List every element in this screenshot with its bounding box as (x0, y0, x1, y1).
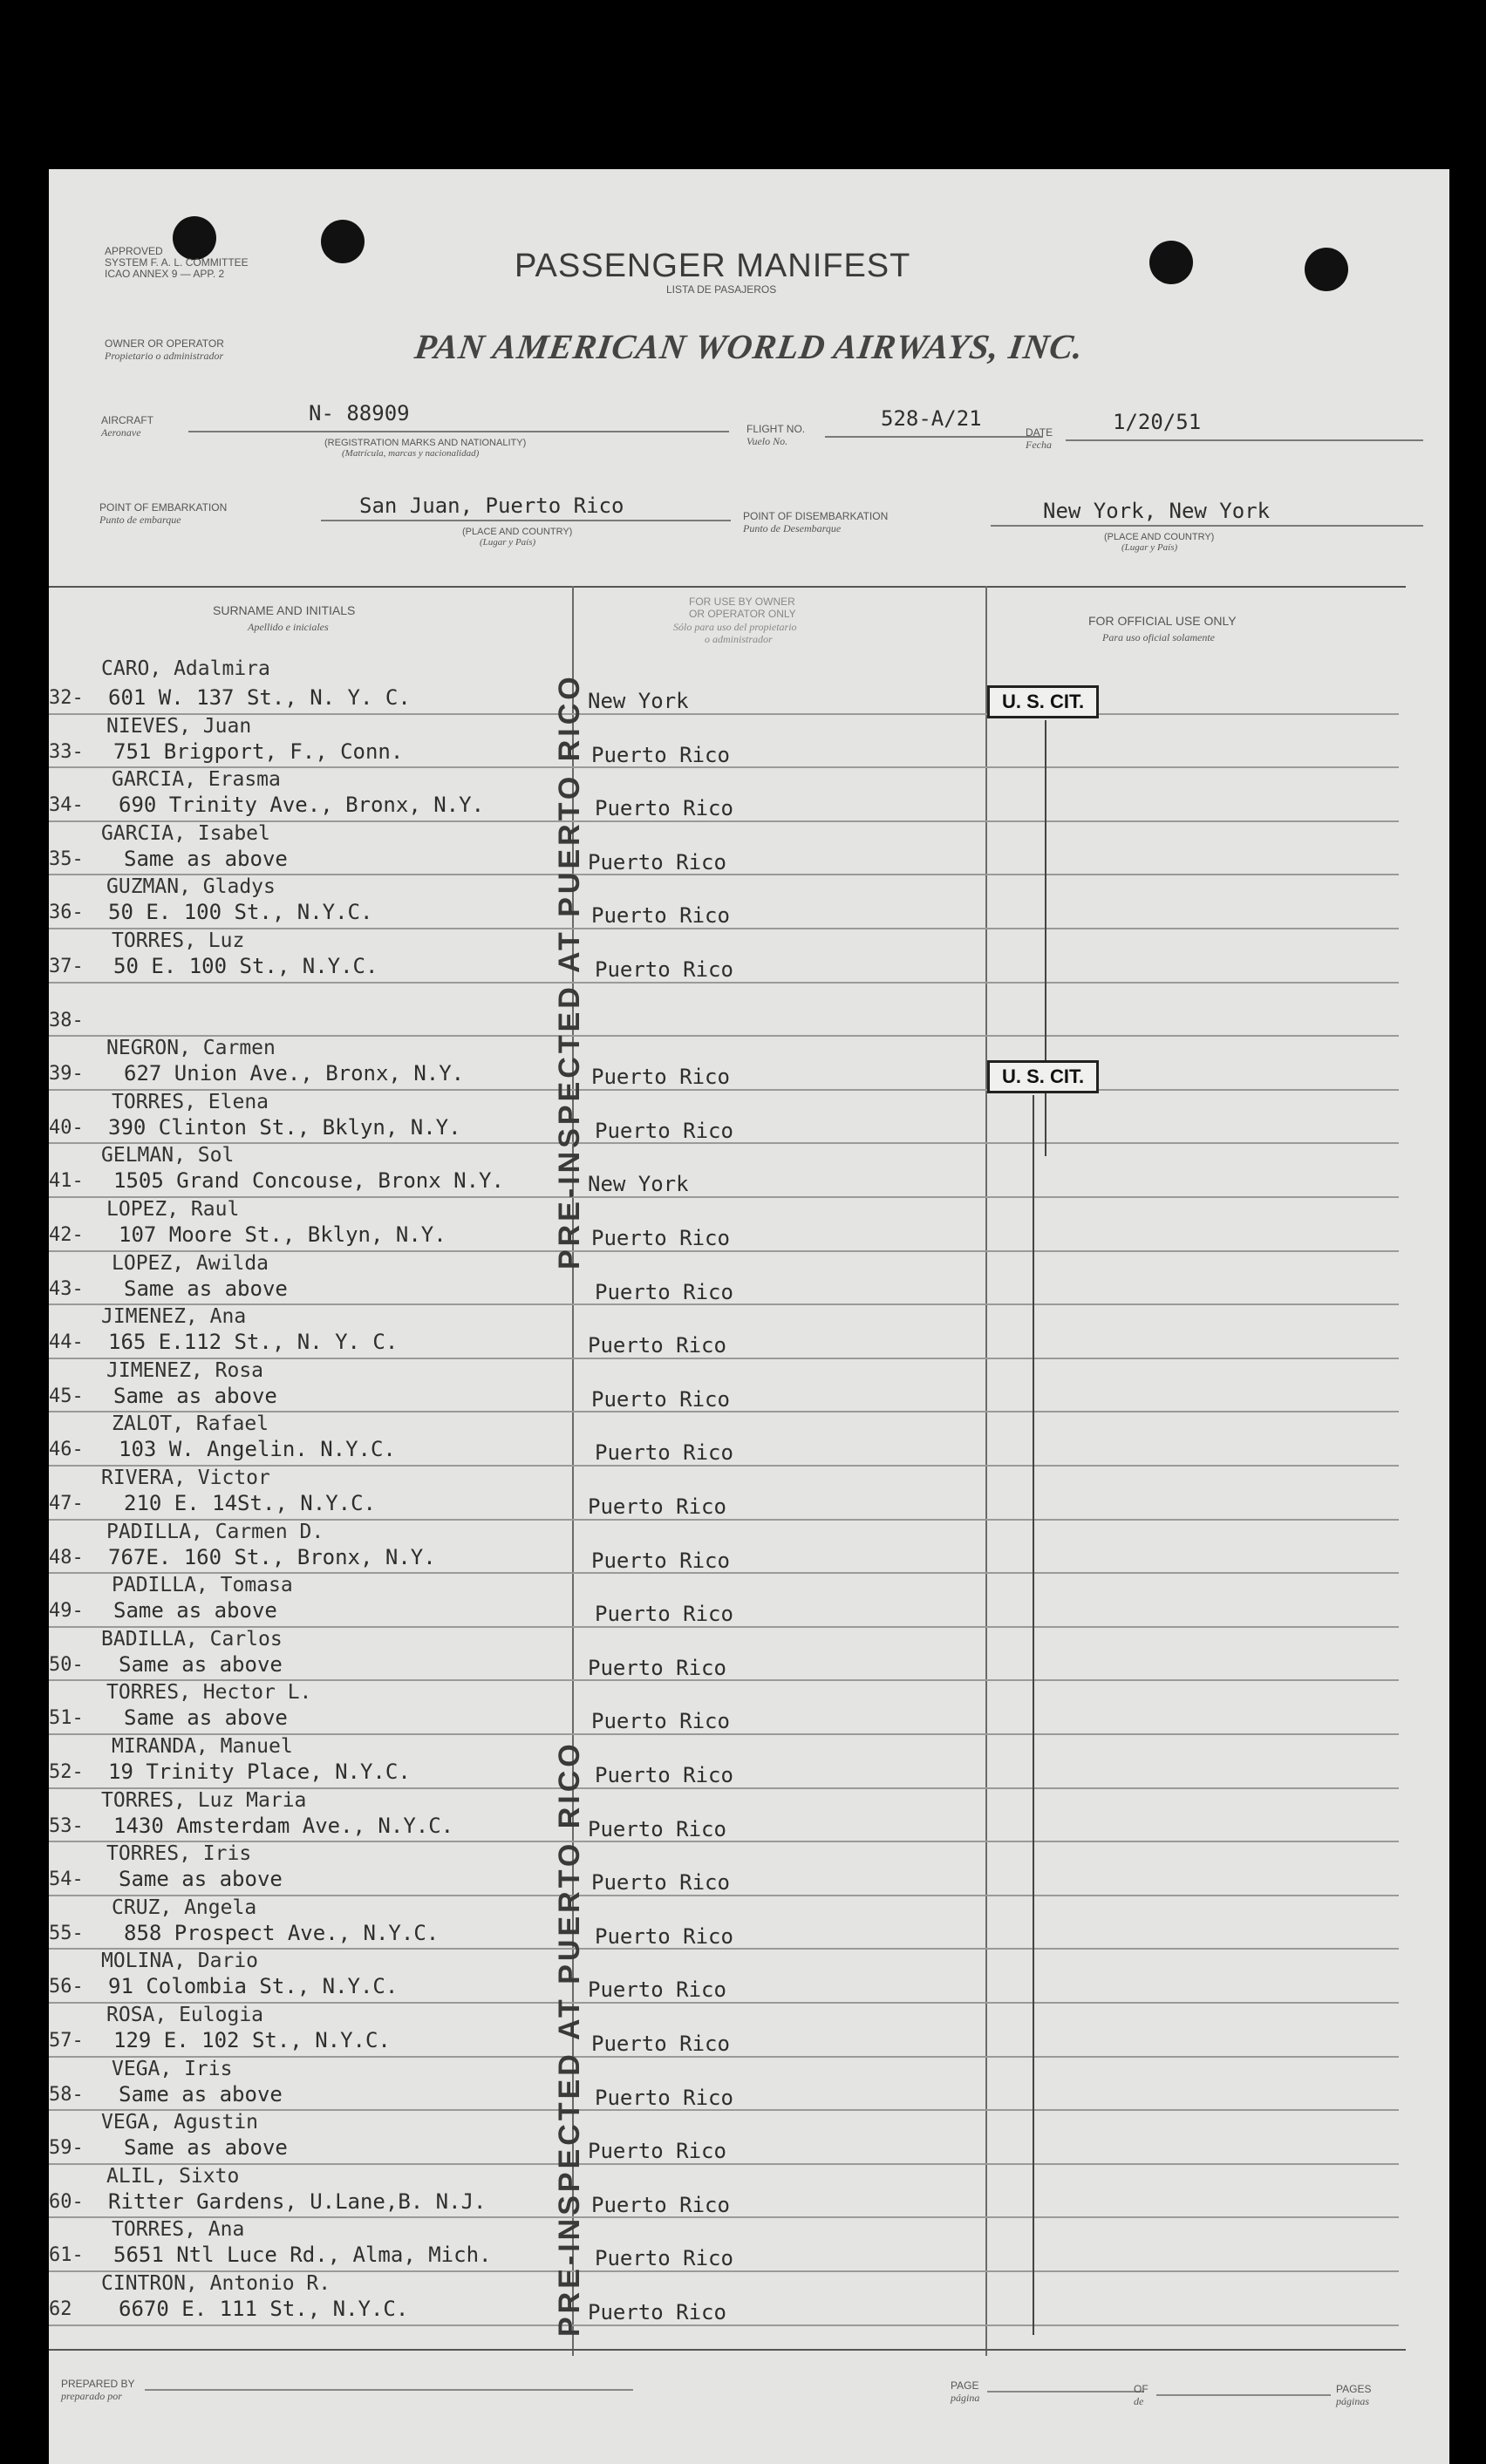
table-row (49, 984, 1399, 1038)
bracket-line (1033, 1095, 1034, 2335)
passenger-destination: Puerto Rico (591, 1870, 730, 1896)
passenger-address: 50 E. 100 St., N.Y.C. (113, 954, 378, 978)
row-separator (49, 2324, 1399, 2326)
aircraft-label: AIRCRAFT (101, 414, 153, 426)
passenger-name: GARCIA, Erasma (112, 768, 281, 792)
table-row (49, 2004, 1399, 2058)
of-label-es: de (1134, 2395, 1144, 2407)
passenger-name: VEGA, Agustin (101, 2111, 259, 2134)
passenger-destination: Puerto Rico (591, 742, 730, 767)
table-row (49, 2058, 1399, 2112)
table-top-rule (49, 586, 1406, 588)
passenger-destination: Puerto Rico (595, 957, 733, 982)
row-number: 39- (49, 1063, 84, 1086)
page-title-es: LISTA DE PASAJEROS (666, 283, 777, 296)
passenger-address: 6670 E. 111 St., N.Y.C. (119, 2297, 409, 2321)
flight-value: 528-A/21 (881, 406, 982, 431)
passenger-address: Same as above (113, 1383, 277, 1408)
table-row (49, 2272, 1399, 2326)
passenger-address: 129 E. 102 St., N.Y.C. (113, 2028, 391, 2052)
passenger-name: LOPEZ, Awilda (112, 1251, 269, 1275)
embark-label: POINT OF EMBARKATION (99, 501, 228, 514)
punch-hole (321, 220, 365, 263)
row-number: 52- (49, 1761, 84, 1783)
embark-rule (321, 520, 731, 521)
passenger-destination: Puerto Rico (588, 2139, 726, 2164)
passenger-address: Same as above (124, 2135, 288, 2161)
passenger-destination: Puerto Rico (591, 1386, 730, 1412)
passenger-destination: Puerto Rico (595, 1602, 733, 1627)
passenger-name: GELMAN, Sol (101, 1144, 235, 1167)
passenger-destination: Puerto Rico (591, 1226, 730, 1250)
us-citizen-stamp: U. S. CIT. (987, 1060, 1099, 1093)
passenger-name: ALIL, Sixto (106, 2164, 240, 2188)
row-number: 47- (49, 1493, 84, 1514)
row-number: 60- (49, 2190, 84, 2213)
passenger-address: 601 W. 137 St., N. Y. C. (108, 685, 411, 710)
passenger-destination: Puerto Rico (591, 2192, 730, 2217)
row-number: 35- (49, 847, 84, 870)
punch-hole (1149, 241, 1193, 284)
row-number: 59- (49, 2137, 84, 2160)
row-number: 42- (49, 1224, 84, 1246)
passenger-address: 107 Moore St., Bklyn, N.Y. (119, 1222, 446, 1247)
table-row (49, 1091, 1399, 1145)
place-note: (PLACE AND COUNTRY) (462, 527, 573, 537)
passenger-address: Same as above (119, 2081, 283, 2107)
table-row (49, 657, 1399, 715)
aircraft-label-es: Aeronave (101, 426, 141, 439)
passenger-name: JIMENEZ, Rosa (106, 1358, 264, 1382)
owner-use-header: OR OPERATOR ONLY (689, 608, 796, 620)
pages-label: PAGES (1336, 2383, 1372, 2395)
footer-rule (49, 2349, 1406, 2351)
owner-use-header-es: Sólo para uso del propietario (673, 621, 797, 633)
passenger-destination: Puerto Rico (595, 1923, 733, 1949)
passenger-name: TORRES, Ana (112, 2218, 245, 2242)
row-number: 38- (49, 1009, 84, 1031)
passenger-destination: Puerto Rico (588, 1977, 726, 2003)
passenger-address: 690 Trinity Ave., Bronx, N.Y. (119, 793, 485, 818)
table-row (49, 1735, 1399, 1789)
passenger-destination: Puerto Rico (595, 1440, 733, 1466)
table-row (49, 1144, 1399, 1198)
punch-hole (1305, 248, 1348, 291)
row-number: 58- (49, 2083, 84, 2106)
passenger-destination: New York (588, 689, 689, 713)
passenger-address: 91 Colombia St., N.Y.C. (108, 1974, 399, 1999)
date-label-es: Fecha (1026, 439, 1052, 451)
row-number: 40- (49, 1116, 84, 1139)
row-number: 43- (49, 1277, 84, 1300)
surname-header-es: Apellido e iniciales (248, 621, 329, 633)
row-number: 54- (49, 1868, 84, 1891)
passenger-destination: Puerto Rico (595, 796, 733, 821)
passenger-address: 390 Clinton St., Bklyn, N.Y. (108, 1114, 461, 1140)
passenger-destination: Puerto Rico (591, 1065, 730, 1090)
pre-inspected-stamp: PRE-INSPECTED AT PUERTO RICO (553, 1740, 586, 2337)
row-number: 53- (49, 1814, 84, 1837)
passenger-address: Same as above (124, 1705, 288, 1731)
embark-label-es: Punto de embarque (99, 514, 181, 526)
owner-label-es: Propietario o administrador (105, 350, 224, 362)
passenger-destination: Puerto Rico (588, 849, 726, 875)
flight-rule (825, 436, 1043, 438)
pre-inspected-stamp: PRE-INSPECTED AT PUERTO RICO (553, 673, 586, 1269)
table-row (49, 1037, 1399, 1091)
row-number: 61- (49, 2244, 84, 2267)
passenger-name: NIEVES, Juan (106, 714, 252, 738)
passenger-name: TORRES, Luz Maria (101, 1788, 307, 1812)
prepared-by-label-es: preparado por (61, 2390, 122, 2402)
table-row (49, 1681, 1399, 1735)
row-number: 34- (49, 794, 84, 817)
owner-value: PAN AMERICAN WORLD AIRWAYS, INC. (412, 327, 1087, 366)
surname-header: SURNAME AND INITIALS (213, 603, 356, 617)
owner-use-header: FOR USE BY OWNER (689, 596, 795, 608)
row-number: 62 (49, 2298, 72, 2320)
table-row (49, 715, 1399, 769)
passenger-address: Ritter Gardens, U.Lane,B. N.J. (108, 2188, 487, 2214)
row-number: 45- (49, 1385, 84, 1407)
row-number: 49- (49, 1600, 84, 1623)
row-number: 44- (49, 1331, 84, 1354)
table-row (49, 1467, 1399, 1521)
place-note-es: (Lugar y País) (1121, 542, 1178, 553)
passenger-destination: Puerto Rico (595, 2085, 733, 2110)
passenger-name: TORRES, Hector L. (106, 1681, 312, 1705)
table-row (49, 875, 1399, 929)
passenger-name: TORRES, Luz (112, 929, 245, 952)
us-citizen-stamp: U. S. CIT. (987, 685, 1099, 718)
passenger-name: ROSA, Eulogia (106, 2004, 264, 2026)
aircraft-note: (REGISTRATION MARKS AND NATIONALITY) (324, 438, 527, 448)
passenger-destination: Puerto Rico (595, 1279, 733, 1304)
passenger-address: 627 Union Ave., Bronx, N.Y. (124, 1061, 465, 1086)
table-row (49, 1789, 1399, 1843)
table-row (49, 1896, 1399, 1950)
table-row (49, 1198, 1399, 1252)
passenger-name: LOPEZ, Raul (106, 1198, 240, 1221)
row-number: 46- (49, 1439, 84, 1461)
official-header: FOR OFFICIAL USE ONLY (1088, 614, 1237, 628)
owner-use-header-es: o administrador (705, 633, 773, 645)
place-note: (PLACE AND COUNTRY) (1104, 532, 1215, 542)
manifest-paper (49, 169, 1449, 2464)
approved-line: APPROVED (105, 245, 163, 257)
table-row (49, 929, 1399, 984)
table-row (49, 1628, 1399, 1682)
table-row (49, 822, 1399, 876)
passenger-destination: Puerto Rico (591, 903, 730, 929)
row-number: 55- (49, 1922, 84, 1944)
table-row (49, 1305, 1399, 1359)
flight-label-es: Vuelo No. (746, 435, 788, 447)
passenger-destination: Puerto Rico (591, 1548, 730, 1573)
passenger-address: Same as above (113, 1598, 277, 1623)
table-row (49, 1521, 1399, 1575)
page-rule (987, 2391, 1144, 2393)
passenger-destination: Puerto Rico (588, 1655, 726, 1680)
table-row (49, 1950, 1399, 2004)
approved-line: ICAO ANNEX 9 — APP. 2 (105, 268, 225, 280)
table-row (49, 768, 1399, 822)
date-rule (1066, 439, 1423, 441)
passenger-address: 50 E. 100 St., N.Y.C. (108, 900, 373, 925)
prepared-by-rule (145, 2389, 633, 2391)
table-row (49, 1412, 1399, 1467)
table-row (49, 1574, 1399, 1628)
page-label: PAGE (951, 2379, 979, 2392)
row-number: 48- (49, 1546, 84, 1569)
passenger-destination: Puerto Rico (591, 2032, 730, 2056)
passenger-name: PADILLA, Carmen D. (106, 1520, 324, 1543)
passenger-destination: Puerto Rico (588, 2300, 726, 2324)
page-title: PASSENGER MANIFEST (515, 248, 911, 284)
row-number: 41- (49, 1170, 84, 1193)
table-row (49, 1359, 1399, 1413)
row-number: 36- (49, 902, 84, 924)
row-number: 37- (49, 956, 84, 977)
of-rule (1156, 2394, 1331, 2396)
passenger-address: Same as above (119, 1867, 283, 1892)
passenger-name: JIMENEZ, Ana (101, 1305, 247, 1329)
passenger-address: 19 Trinity Place, N.Y.C. (108, 1760, 411, 1784)
passenger-address: 1505 Grand Concouse, Bronx N.Y. (113, 1168, 504, 1194)
disembark-value: New York, New York (1043, 499, 1271, 523)
table-row (49, 2218, 1399, 2272)
passenger-destination: New York (588, 1172, 689, 1197)
passenger-destination: Puerto Rico (588, 1494, 726, 1519)
passenger-destination: Puerto Rico (591, 1709, 730, 1734)
passenger-address: 767E. 160 St., Bronx, N.Y. (108, 1544, 436, 1569)
passenger-name: NEGRON, Carmen (106, 1037, 276, 1060)
passenger-name: TORRES, Elena (112, 1090, 269, 1113)
pages-label-es: páginas (1336, 2395, 1370, 2407)
passenger-destination: Puerto Rico (595, 1118, 733, 1143)
passenger-address: 210 E. 14St., N.Y.C. (124, 1491, 376, 1515)
aircraft-rule (188, 431, 729, 432)
row-number: 56- (49, 1976, 84, 1998)
passenger-destination: Puerto Rico (588, 1816, 726, 1841)
row-number: 57- (49, 2030, 84, 2052)
passenger-name: BADILLA, Carlos (101, 1627, 283, 1651)
owner-label: OWNER OR OPERATOR (105, 337, 224, 350)
disembark-rule (991, 525, 1423, 527)
passenger-name: RIVERA, Victor (101, 1467, 270, 1489)
passenger-name: VEGA, Iris (112, 2057, 233, 2080)
passenger-address: Same as above (119, 1651, 283, 1677)
row-number: 50- (49, 1653, 84, 1676)
passenger-address: 5651 Ntl Luce Rd., Alma, Mich. (113, 2243, 492, 2268)
punch-hole (173, 216, 216, 260)
passenger-name: MIRANDA, Manuel (112, 1735, 293, 1758)
passenger-name: PADILLA, Tomasa (112, 1574, 293, 1597)
prepared-by-label: PREPARED BY (61, 2378, 135, 2390)
place-note-es: (Lugar y País) (480, 537, 536, 548)
date-label: DATE (1026, 426, 1053, 439)
flight-label: FLIGHT NO. (746, 423, 806, 435)
table-row (49, 1842, 1399, 1896)
row-number: 32- (49, 687, 84, 709)
disembark-label: POINT OF DISEMBARKATION (743, 510, 889, 522)
approved-line: SYSTEM F. A. L. COMMITTEE (105, 256, 249, 269)
aircraft-note-es: (Matrícula, marcas y nacionalidad) (342, 448, 480, 459)
passenger-address: Same as above (124, 846, 288, 871)
passenger-destination: Puerto Rico (595, 1763, 733, 1787)
passenger-name: CARO, Adalmira (101, 657, 270, 680)
official-header-es: Para uso oficial solamente (1102, 631, 1215, 643)
of-label: OF (1134, 2383, 1149, 2395)
passenger-address: 858 Prospect Ave., N.Y.C. (124, 1920, 440, 1945)
aircraft-value: N- 88909 (309, 401, 410, 425)
passenger-name: GUZMAN, Gladys (106, 875, 276, 899)
passenger-name: CINTRON, Antonio R. (101, 2272, 331, 2295)
passenger-address: 1430 Amsterdam Ave., N.Y.C. (113, 1813, 454, 1838)
passenger-destination: Puerto Rico (595, 2246, 733, 2271)
passenger-address: 751 Brigport, F., Conn. (113, 739, 404, 764)
passenger-destination: Puerto Rico (588, 1333, 726, 1358)
embark-value: San Juan, Puerto Rico (359, 493, 624, 518)
page-label-es: página (951, 2392, 980, 2404)
passenger-name: GARCIA, Isabel (101, 821, 270, 845)
passenger-name: ZALOT, Rafael (112, 1412, 269, 1436)
passenger-address: Same as above (124, 1276, 288, 1301)
passenger-name: MOLINA, Dario (101, 1950, 259, 1973)
table-row (49, 2165, 1399, 2219)
date-value: 1/20/51 (1113, 410, 1202, 434)
disembark-label-es: Punto de Desembarque (743, 522, 842, 534)
passenger-name: TORRES, Iris (106, 1842, 252, 1866)
passenger-address: 165 E.112 St., N. Y. C. (108, 1330, 399, 1355)
table-row (49, 2111, 1399, 2165)
row-number: 51- (49, 1707, 84, 1730)
passenger-address: 103 W. Angelin. N.Y.C. (119, 1437, 396, 1462)
table-row (49, 1252, 1399, 1306)
row-number: 33- (49, 740, 84, 763)
passenger-name: CRUZ, Angela (112, 1896, 257, 1919)
